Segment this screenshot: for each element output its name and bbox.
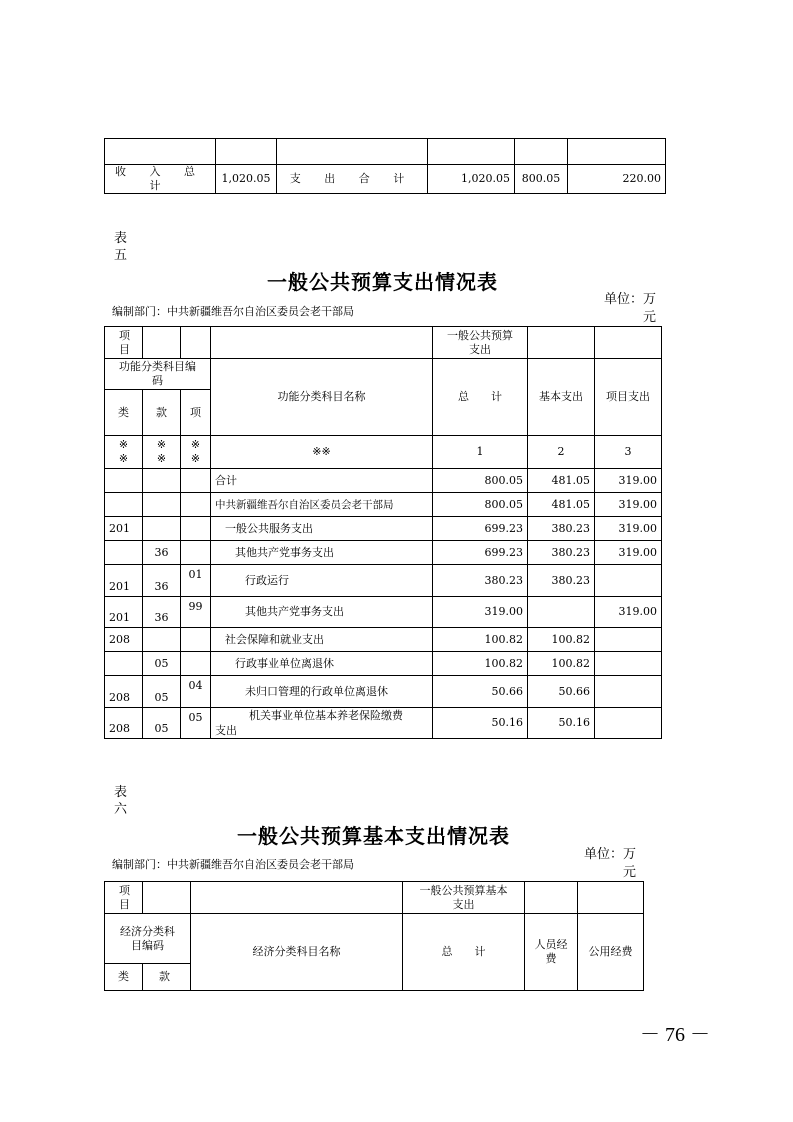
t5-mark-kuan: ※ ※ [143,436,181,469]
row-lei: 208 [105,676,143,708]
t6-header-item: 项 目 [105,882,143,914]
row-xiang: 01 [181,565,211,597]
page-number: － 76 － [640,1024,710,1046]
row-basic: 50.66 [528,676,595,708]
table5-tag: 表 五 [114,231,128,263]
row-project [595,652,662,676]
row-total: 100.82 [433,628,528,652]
row-xiang [181,652,211,676]
row-lei [105,469,143,493]
row-basic [528,597,595,628]
row-name: 行政运行 [211,565,433,597]
table6-dept: 编制部门：中共新疆维吾尔自治区委员会老干部局 [112,858,354,871]
row-xiang [181,541,211,565]
table5-title: 一般公共预算支出情况表 [267,270,498,294]
row-project [595,565,662,597]
row-name: 其他共产党事务支出 [211,597,433,628]
t5-header-func-code: 功能分类科目编 码 [105,359,211,390]
table-row [105,541,662,565]
row-total: 699.23 [433,517,528,541]
table-row [105,708,662,739]
row-basic: 481.05 [528,469,595,493]
expense-total-label: 支 出 合 计 [277,165,428,194]
row-lei: 201 [105,517,143,541]
row-kuan: 36 [143,541,181,565]
table6-title: 一般公共预算基本支出情况表 [237,824,510,848]
row-name: 行政事业单位离退休 [211,652,433,676]
t6-header-public: 公用经费 [578,914,644,991]
table5-dept: 编制部门：中共新疆维吾尔自治区委员会老干部局 [112,305,354,318]
row-project: 319.00 [595,541,662,565]
row-kuan [143,469,181,493]
row-project [595,708,662,739]
row-name: 合计 [211,469,433,493]
t5-header-lei: 类 [105,390,143,436]
row-project: 319.00 [595,469,662,493]
row-name: 机关事业单位基本养老保险缴费 支出 [211,708,433,739]
t6-header-lei: 类 [105,964,143,991]
row-basic: 100.82 [528,628,595,652]
row-xiang: 99 [181,597,211,628]
row-lei [105,541,143,565]
table-row [105,652,662,676]
row-basic: 380.23 [528,517,595,541]
t5-mark-3: 3 [595,436,662,469]
t6-header-personnel: 人员经 费 [525,914,578,991]
t5-header-total: 总 计 [433,359,528,436]
row-xiang [181,469,211,493]
t5-mark-1: 1 [433,436,528,469]
row-kuan: 36 [143,597,181,628]
table6-unit: 单位：万 元 [583,847,636,880]
table-row [105,469,662,493]
row-project: 319.00 [595,597,662,628]
row-basic: 380.23 [528,565,595,597]
t5-mark-2: 2 [528,436,595,469]
row-kuan: 05 [143,708,181,739]
table5 [104,326,662,739]
t6-header-econ-code: 经济分类科 目编码 [105,914,191,964]
income-total-label: 收 入 总 计 [105,165,216,194]
row-xiang: 04 [181,676,211,708]
t5-header-basic: 基本支出 [528,359,595,436]
table6-tag: 表 六 [114,785,128,817]
expense-basic-value: 800.05 [515,165,568,194]
t5-mark-lei: ※ ※ [105,436,143,469]
row-project: 319.00 [595,493,662,517]
row-total: 699.23 [433,541,528,565]
row-total: 319.00 [433,597,528,628]
row-name: 中共新疆维吾尔自治区委员会老干部局 [211,493,433,517]
t5-mark-name: ※※ [211,436,433,469]
row-lei: 208 [105,628,143,652]
t5-header-kuan: 款 [143,390,181,436]
row-basic: 50.16 [528,708,595,739]
row-xiang [181,628,211,652]
expense-project-value: 220.00 [568,165,666,194]
row-kuan: 36 [143,565,181,597]
row-total: 100.82 [433,652,528,676]
row-total: 50.66 [433,676,528,708]
row-kuan [143,628,181,652]
row-xiang [181,517,211,541]
row-basic: 481.05 [528,493,595,517]
row-project [595,628,662,652]
t6-header-total: 总 计 [403,914,525,991]
row-kuan [143,493,181,517]
table5-unit: 单位：万 元 [603,292,656,325]
table-row [105,517,662,541]
t5-header-item: 项 目 [105,327,143,359]
row-lei: 208 [105,708,143,739]
top-summary-table [104,138,666,194]
table-row [105,676,662,708]
row-total: 50.16 [433,708,528,739]
row-total: 800.05 [433,493,528,517]
row-lei [105,652,143,676]
table-row [105,565,662,597]
table6 [104,881,644,991]
t6-header-econ-name: 经济分类科目名称 [191,914,403,991]
t5-header-budget: 一般公共预算 支出 [433,327,528,359]
row-name: 一般公共服务支出 [211,517,433,541]
row-name: 其他共产党事务支出 [211,541,433,565]
row-project [595,676,662,708]
expense-total-value: 1,020.05 [428,165,515,194]
t6-header-budget: 一般公共预算基本 支出 [403,882,525,914]
t5-header-xiang: 项 [181,390,211,436]
row-lei: 201 [105,597,143,628]
row-total: 380.23 [433,565,528,597]
row-total: 800.05 [433,469,528,493]
row-lei: 201 [105,565,143,597]
t5-header-project: 项目支出 [595,359,662,436]
row-basic: 100.82 [528,652,595,676]
row-name: 未归口管理的行政单位离退休 [211,676,433,708]
row-xiang: 05 [181,708,211,739]
row-xiang [181,493,211,517]
row-kuan [143,517,181,541]
row-kuan: 05 [143,652,181,676]
table-row [105,493,662,517]
income-total-value: 1,020.05 [216,165,277,194]
table-row [105,628,662,652]
t5-header-func-name: 功能分类科目名称 [211,359,433,436]
t5-mark-xiang: ※ ※ [181,436,211,469]
row-basic: 380.23 [528,541,595,565]
row-project: 319.00 [595,517,662,541]
table-row [105,597,662,628]
t6-header-kuan: 款 [143,964,191,991]
row-lei [105,493,143,517]
row-kuan: 05 [143,676,181,708]
row-name: 社会保障和就业支出 [211,628,433,652]
